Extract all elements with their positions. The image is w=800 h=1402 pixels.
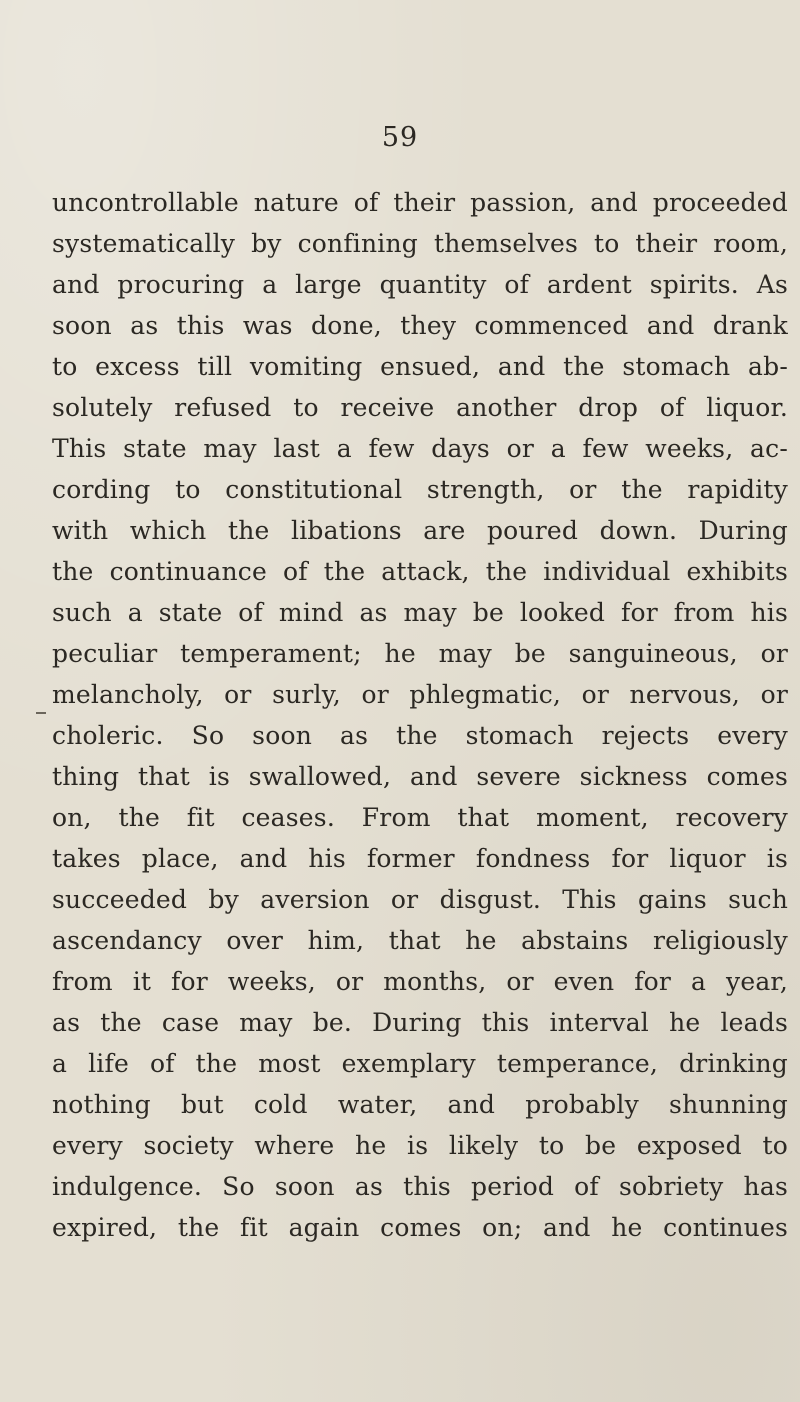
text-line: every society where he is likely to be exposed to (52, 1131, 788, 1160)
text-line: takes place, and his former fondness for liquor is (52, 844, 788, 873)
text-line: as the case may be. During this interval he leads (52, 1008, 788, 1037)
text-line: on, the fit ceases. From that moment, recovery (52, 803, 788, 832)
text-line: cording to constitutional strength, or the rapidity (52, 475, 788, 504)
text-line: ascendancy over him, that he abstains religiously (52, 926, 788, 955)
text-line: solutely refused to receive another drop of liquor. (52, 393, 788, 422)
text-line: from it for weeks, or months, or even for a year, (52, 967, 788, 996)
text-line: indulgence. So soon as this period of sobriety has (52, 1172, 788, 1201)
text-line: This state may last a few days or a few weeks, ac- (52, 434, 788, 463)
text-line: choleric. So soon as the stomach rejects every (52, 721, 788, 750)
text-line: soon as this was done, they commenced and drank (52, 311, 788, 340)
text-line: and procuring a large quantity of ardent spirits. As (52, 270, 788, 299)
text-line: a life of the most exemplary temperance, drinking (52, 1049, 788, 1078)
page-number: 59 (381, 122, 419, 153)
text-line: with which the libations are poured down. During (52, 516, 788, 545)
text-line: melancholy, or surly, or phlegmatic, or nervous, or (52, 680, 788, 709)
text-line: thing that is swallowed, and severe sickness comes (52, 762, 788, 791)
text-line: nothing but cold water, and probably shunning (52, 1090, 788, 1119)
text-line: peculiar temperament; he may be sanguineous, or (52, 639, 788, 668)
text-line: uncontrollable nature of their passion, and proceeded (52, 188, 788, 217)
text-line: expired, the fit again comes on; and he continues (52, 1213, 788, 1242)
text-line: systematically by confining themselves to their room, (52, 229, 788, 258)
margin-mark (36, 712, 46, 714)
text-line: such a state of mind as may be looked for from his (52, 598, 788, 627)
text-line: to excess till vomiting ensued, and the stomach ab- (52, 352, 788, 381)
text-line: the continuance of the attack, the individual exhibits (52, 557, 788, 586)
text-line: succeeded by aversion or disgust. This gains such (52, 885, 788, 914)
